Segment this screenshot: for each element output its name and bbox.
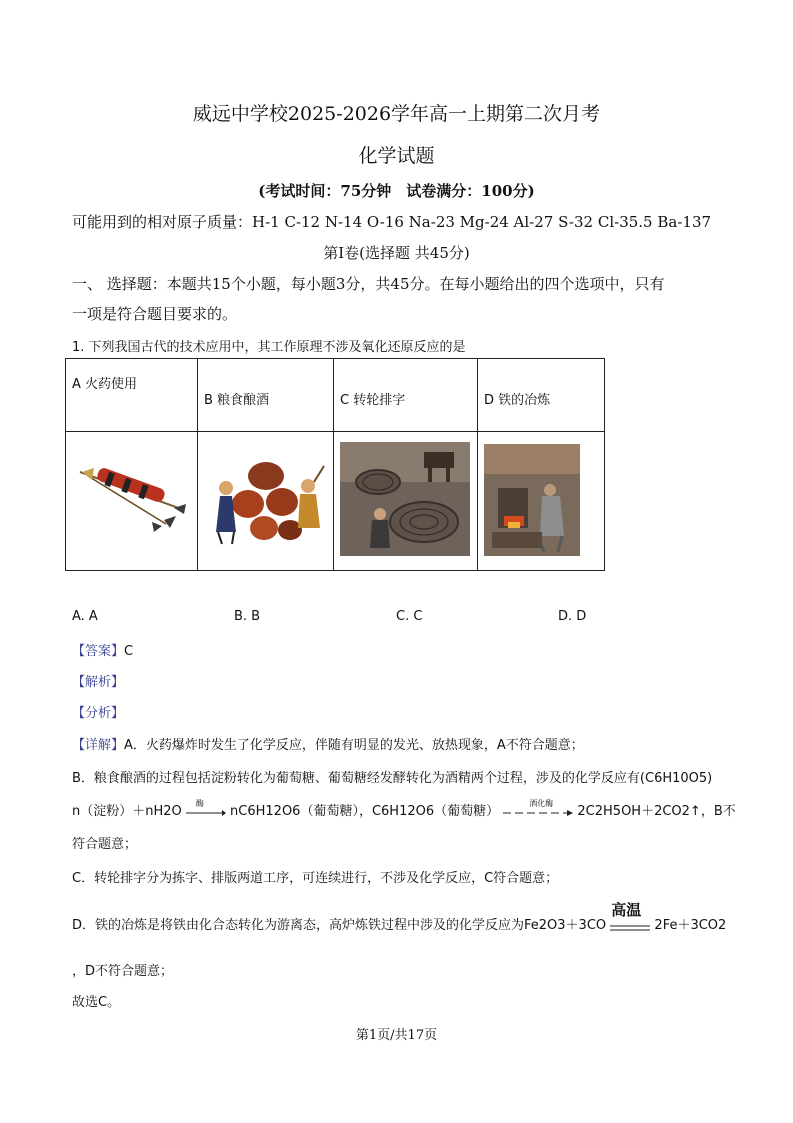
option-b-label: B 粮食酿酒 xyxy=(204,393,270,408)
page-subtitle: 化学试题 xyxy=(358,145,435,167)
arrow1-label: 酶 xyxy=(195,798,204,808)
section-instructions-line1: 一、 选择题：本题共15个小题，每小题3分，共45分。在每小题给出的四个选项中，只有 xyxy=(72,275,665,293)
option-a-header xyxy=(66,359,198,432)
volume-heading: 第Ⅰ卷(选择题 共45分) xyxy=(323,244,470,262)
right-arrow-icon xyxy=(186,808,226,818)
enzyme-arrow-2 xyxy=(503,798,573,817)
detail-d-end: 2Fe＋3CO2 xyxy=(654,918,727,933)
equals-sign-icon xyxy=(610,924,650,932)
fenxi-tag: 【分析】 xyxy=(72,706,125,721)
choice-b: B. B xyxy=(234,609,261,624)
detail-b-line1: B．粮食酿酒的过程包括淀粉转化为葡萄糖、葡萄糖经发酵转化为酒精两个过程，涉及的化学反应有(C6H10O5) xyxy=(72,771,713,786)
options-table xyxy=(65,358,605,571)
option-c-label: C 转轮排字 xyxy=(340,393,406,408)
choice-a: A. A xyxy=(72,609,98,624)
detail-d-line xyxy=(72,900,727,933)
question-stem: 1. 下列我国古代的技术应用中，其工作原理不涉及氧化还原反应的是 xyxy=(72,340,466,355)
detail-b2-mid: nC6H12O6（葡萄糖），C6H12O6（葡萄糖） xyxy=(230,804,500,819)
answer-value: C xyxy=(124,644,134,659)
page-title: 威远中学校2025-2026学年高一上期第二次月考 xyxy=(192,103,601,125)
detail-c-line: C．转轮排字分为拣字、排版两道工序，可连续进行，不涉及化学反应，C符合题意； xyxy=(72,871,559,886)
section-instructions-line2: 一项是符合题目要求的。 xyxy=(72,305,238,323)
conclusion: 故选C。 xyxy=(72,995,121,1010)
enzyme-arrow-1 xyxy=(186,798,226,817)
detail-tag: 【详解】 xyxy=(72,738,125,753)
detail-b2-prefix: n（淀粉）＋nH2O xyxy=(72,804,182,819)
answer-line xyxy=(72,640,133,659)
atomic-mass-line: 可能用到的相对原子质量：H-1 C-12 N-14 O-16 Na-23 Mg-24 Al-27 S-32 Cl-35.5 Ba-137 xyxy=(72,213,712,231)
option-c-image-cell xyxy=(334,432,478,571)
detail-b2-end: 2C2H5OH＋2CO2↑，B不 xyxy=(577,804,736,819)
dashed-arrow-icon xyxy=(503,808,573,818)
arrow2-label: 酒化酶 xyxy=(529,798,554,808)
iron-smelting-image xyxy=(478,432,604,566)
grain-wine-image xyxy=(198,432,333,566)
detail-a-text: A．火药爆炸时发生了化学反应，伴随有明显的发光、放热现象，A不符合题意； xyxy=(124,738,584,753)
option-a-label: A 火药使用 xyxy=(72,377,138,392)
condition-label: 高温 xyxy=(611,900,642,919)
detail-a-line xyxy=(72,734,584,753)
answer-tag: 【答案】 xyxy=(72,644,125,659)
exam-info: (考试时间：75分钟 试卷满分：100分) xyxy=(258,182,535,200)
option-b-image-cell xyxy=(198,432,334,571)
option-b-header xyxy=(198,359,334,432)
choice-c: C. C xyxy=(396,609,423,624)
gunpowder-arrow-image xyxy=(66,432,197,566)
detail-b-line3: 符合题意； xyxy=(72,837,138,852)
high-temp-condition xyxy=(610,900,650,931)
analysis-tag: 【解析】 xyxy=(72,675,125,690)
page-footer: 第1页/共17页 xyxy=(355,1028,438,1043)
type-wheel-image xyxy=(334,432,477,566)
detail-d-line2: ，D不符合题意； xyxy=(72,964,174,979)
detail-b-line2 xyxy=(72,800,736,819)
option-d-label: D 铁的冶炼 xyxy=(484,393,551,408)
option-a-image-cell xyxy=(66,432,198,571)
option-d-image-cell xyxy=(478,432,605,571)
detail-d-prefix: D．铁的冶炼是将铁由化合态转化为游离态，高炉炼铁过程中涉及的化学反应为Fe2O3＋3CO xyxy=(72,918,607,933)
option-d-header xyxy=(478,359,605,432)
choice-d: D. D xyxy=(558,609,587,624)
option-c-header xyxy=(334,359,478,432)
